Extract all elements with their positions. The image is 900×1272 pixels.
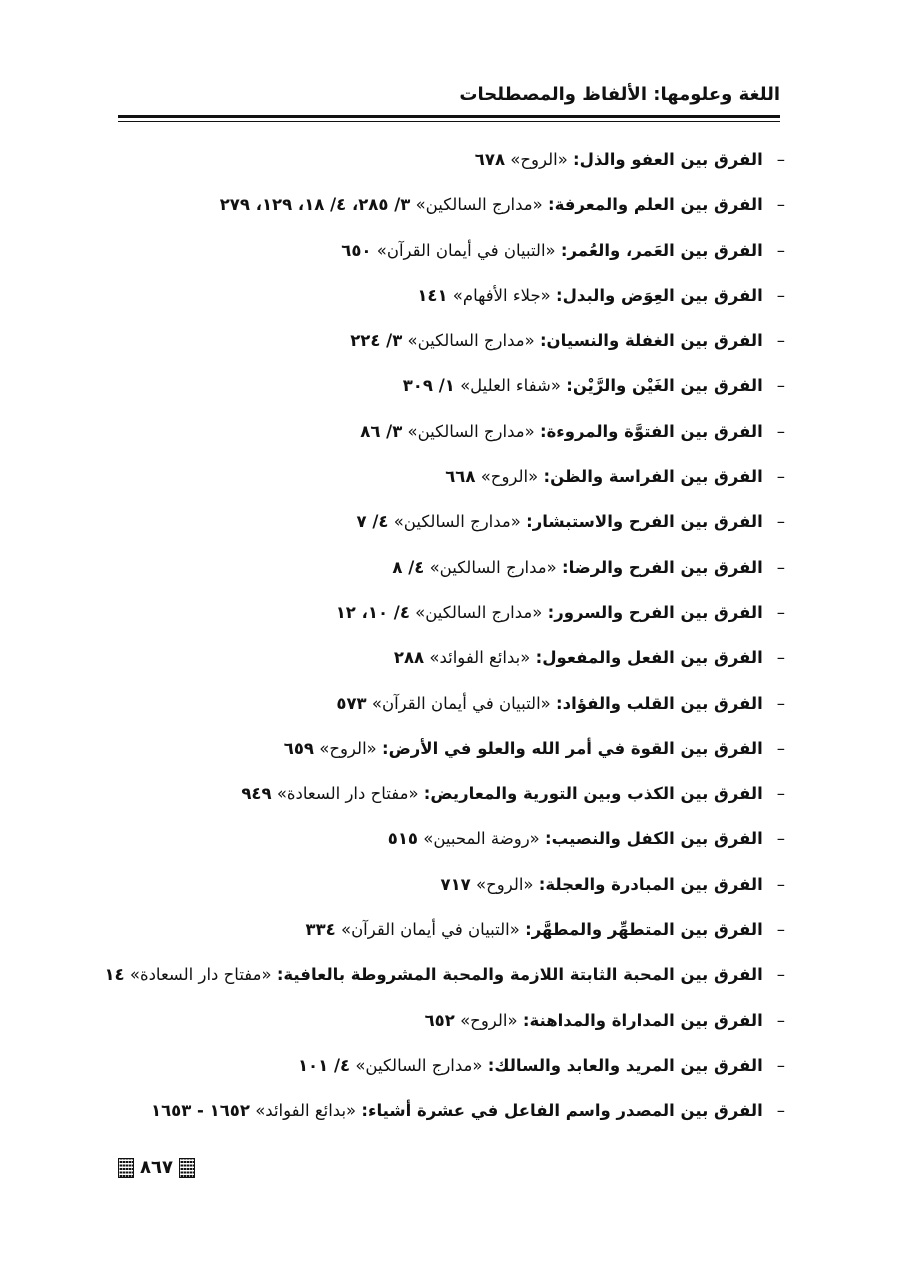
entry-term: الفرق بين المداراة والمداهنة: bbox=[522, 1010, 763, 1030]
entry-pages: ٣/ ٨٦ bbox=[360, 421, 403, 441]
list-item bbox=[85, 140, 785, 185]
entry-dash: – bbox=[776, 285, 785, 305]
entry-dash: – bbox=[776, 331, 785, 351]
entry-dash: – bbox=[776, 1101, 785, 1121]
entry-term: الفرق بين العلم والمعرفة: bbox=[548, 195, 763, 215]
entry-dash: – bbox=[776, 240, 785, 260]
entry-pages: ٥١٥ bbox=[387, 829, 418, 849]
entry-source: «مدارج السالكين» bbox=[355, 1055, 483, 1075]
entry-dash: – bbox=[776, 150, 785, 169]
entry-term: الفرق بين المبادرة والعجلة: bbox=[538, 874, 763, 894]
entry-pages: ٤/ ٨ bbox=[392, 557, 425, 577]
entry-source: «التبيان في أيمان القرآن» bbox=[376, 240, 556, 260]
entry-source: «الروح» bbox=[480, 467, 539, 487]
entry-source: «مدارج السالكين» bbox=[407, 331, 535, 351]
entry-term: الفرق بين الغَيْن والرَّيْن: bbox=[566, 376, 763, 396]
entry-term: الفرق بين العفو والذل: bbox=[573, 150, 763, 169]
folio bbox=[118, 1157, 195, 1178]
list-item bbox=[85, 819, 785, 864]
list-item bbox=[85, 1046, 785, 1091]
entry-source: «بدائع الفوائد» bbox=[255, 1101, 357, 1121]
entry-dash: – bbox=[776, 602, 785, 622]
entry-term: الفرق بين العِوَض والبدل: bbox=[556, 285, 763, 305]
entry-pages: ١٦٥٢ - ١٦٥٣ bbox=[151, 1101, 250, 1121]
entry-dash: – bbox=[776, 874, 785, 894]
entry-term: الفرق بين المحبة الثابتة اللازمة والمحبة المشروطة بالعافية: bbox=[276, 965, 763, 985]
entry-term: الفرق بين العَمر، والعُمر: bbox=[560, 240, 763, 260]
list-item bbox=[85, 412, 785, 457]
entry-source: «مدارج السالكين» bbox=[415, 602, 543, 622]
entry-source: «الروح» bbox=[460, 1010, 518, 1030]
entry-dash: – bbox=[776, 557, 785, 577]
entry-pages: ٣٣٤ bbox=[305, 920, 336, 940]
entry-pages: ٣/ ٢٢٤ bbox=[350, 331, 403, 351]
entry-dash: – bbox=[776, 195, 785, 215]
list-item bbox=[85, 185, 785, 230]
list-item bbox=[85, 910, 785, 955]
list-item bbox=[85, 684, 785, 729]
list-item bbox=[85, 955, 785, 1000]
entry-list bbox=[85, 140, 785, 1137]
list-item bbox=[85, 865, 785, 910]
entry-dash: – bbox=[776, 376, 785, 396]
entry-pages: ٦٧٨ bbox=[474, 150, 506, 169]
entry-source: «التبيان في أيمان القرآن» bbox=[371, 693, 551, 713]
entry-term: الفرق بين الفرح والاستبشار: bbox=[526, 512, 763, 532]
entry-pages: ٧١٧ bbox=[440, 874, 471, 894]
entry-source: «الروح» bbox=[476, 874, 534, 894]
entry-source: «الروح» bbox=[319, 738, 377, 758]
decorative-block-icon bbox=[179, 1158, 195, 1178]
entry-pages: ٥٧٣ bbox=[336, 693, 367, 713]
entry-term: الفرق بين الفعل والمفعول: bbox=[535, 648, 763, 668]
entry-source: «مدارج السالكين» bbox=[429, 557, 557, 577]
entry-pages: ١٤١ bbox=[417, 285, 448, 305]
entry-term: الفرق بين الفتوَّة والمروءة: bbox=[539, 421, 763, 441]
list-item bbox=[85, 1001, 785, 1046]
entry-source: «شفاء العليل» bbox=[460, 376, 561, 396]
list-item bbox=[85, 1091, 785, 1136]
entry-source: «جلاء الأفهام» bbox=[452, 285, 551, 305]
entry-dash: – bbox=[776, 421, 785, 441]
entry-source: «مفتاح دار السعادة» bbox=[276, 784, 419, 804]
entry-term: الفرق بين الغفلة والنسيان: bbox=[539, 331, 763, 351]
entry-pages: ١٤ bbox=[104, 965, 125, 985]
entry-dash: – bbox=[776, 829, 785, 849]
entry-dash: – bbox=[776, 965, 785, 985]
entry-dash: – bbox=[776, 1010, 785, 1030]
entry-pages: ٢٨٨ bbox=[393, 648, 425, 668]
list-item bbox=[85, 276, 785, 321]
header-rule-thick bbox=[118, 115, 780, 118]
entry-pages: ٦٥٠ bbox=[341, 240, 372, 260]
list-item bbox=[85, 366, 785, 411]
header-rule-thin bbox=[118, 121, 780, 122]
entry-source: «الروح» bbox=[510, 150, 568, 169]
entry-pages: ٣/ ٢٨٥، ٤/ ١٨، ١٢٩، ٢٧٩ bbox=[219, 195, 411, 215]
decorative-block-icon bbox=[118, 1158, 134, 1178]
running-head: اللغة وعلومها: الألفاظ والمصطلحات bbox=[459, 84, 780, 105]
entry-term: الفرق بين الفراسة والظن: bbox=[543, 467, 763, 487]
entry-source: «مدارج السالكين» bbox=[415, 195, 543, 215]
entry-pages: ٦٥٩ bbox=[283, 738, 314, 758]
list-item bbox=[85, 321, 785, 366]
list-item bbox=[85, 729, 785, 774]
entry-pages: ٦٥٢ bbox=[424, 1010, 455, 1030]
entry-term: الفرق بين القوة في أمر الله والعلو في الأرض: bbox=[382, 738, 763, 758]
entry-term: الفرق بين الفرح والرضا: bbox=[562, 557, 763, 577]
entry-pages: ٤/ ١٠١ bbox=[297, 1055, 351, 1075]
list-item bbox=[85, 231, 785, 276]
entry-pages: ٤/ ٧ bbox=[356, 512, 389, 532]
entry-source: «بدائع الفوائد» bbox=[429, 648, 531, 668]
list-item bbox=[85, 548, 785, 593]
entry-dash: – bbox=[776, 693, 785, 713]
entry-term: الفرق بين المتطهِّر والمطهَّر: bbox=[525, 920, 763, 940]
list-item bbox=[85, 593, 785, 638]
entry-pages: ٩٤٩ bbox=[241, 784, 272, 804]
entry-source: «مدارج السالكين» bbox=[407, 421, 535, 441]
entry-dash: – bbox=[776, 920, 785, 940]
entry-source: «مدارج السالكين» bbox=[393, 512, 521, 532]
entry-dash: – bbox=[776, 738, 785, 758]
entry-term: الفرق بين القلب والفؤاد: bbox=[556, 693, 763, 713]
list-item bbox=[85, 638, 785, 683]
entry-term: الفرق بين المصدر واسم الفاعل في عشرة أشياء: bbox=[361, 1101, 763, 1121]
entry-source: «روضة المحبين» bbox=[423, 829, 540, 849]
entry-term: الفرق بين المريد والعابد والسالك: bbox=[487, 1055, 763, 1075]
entry-dash: – bbox=[776, 467, 785, 487]
list-item bbox=[85, 457, 785, 502]
entry-dash: – bbox=[776, 1055, 785, 1075]
entry-pages: ٦٦٨ bbox=[445, 467, 476, 487]
entry-source: «التبيان في أيمان القرآن» bbox=[340, 920, 520, 940]
entry-term: الفرق بين الكذب وبين التورية والمعاريض: bbox=[423, 784, 763, 804]
list-item bbox=[85, 774, 785, 819]
entry-dash: – bbox=[776, 784, 785, 804]
entry-pages: ٤/ ١٠، ١٢ bbox=[335, 602, 410, 622]
entry-dash: – bbox=[776, 648, 785, 668]
entry-dash: – bbox=[776, 512, 785, 532]
page-number: ٨٦٧ bbox=[140, 1157, 173, 1178]
entry-pages: ١/ ٣٠٩ bbox=[402, 376, 455, 396]
list-item bbox=[85, 502, 785, 547]
entry-term: الفرق بين الكفل والنصيب: bbox=[545, 829, 763, 849]
entry-source: «مفتاح دار السعادة» bbox=[129, 965, 272, 985]
entry-term: الفرق بين الفرح والسرور: bbox=[547, 602, 763, 622]
